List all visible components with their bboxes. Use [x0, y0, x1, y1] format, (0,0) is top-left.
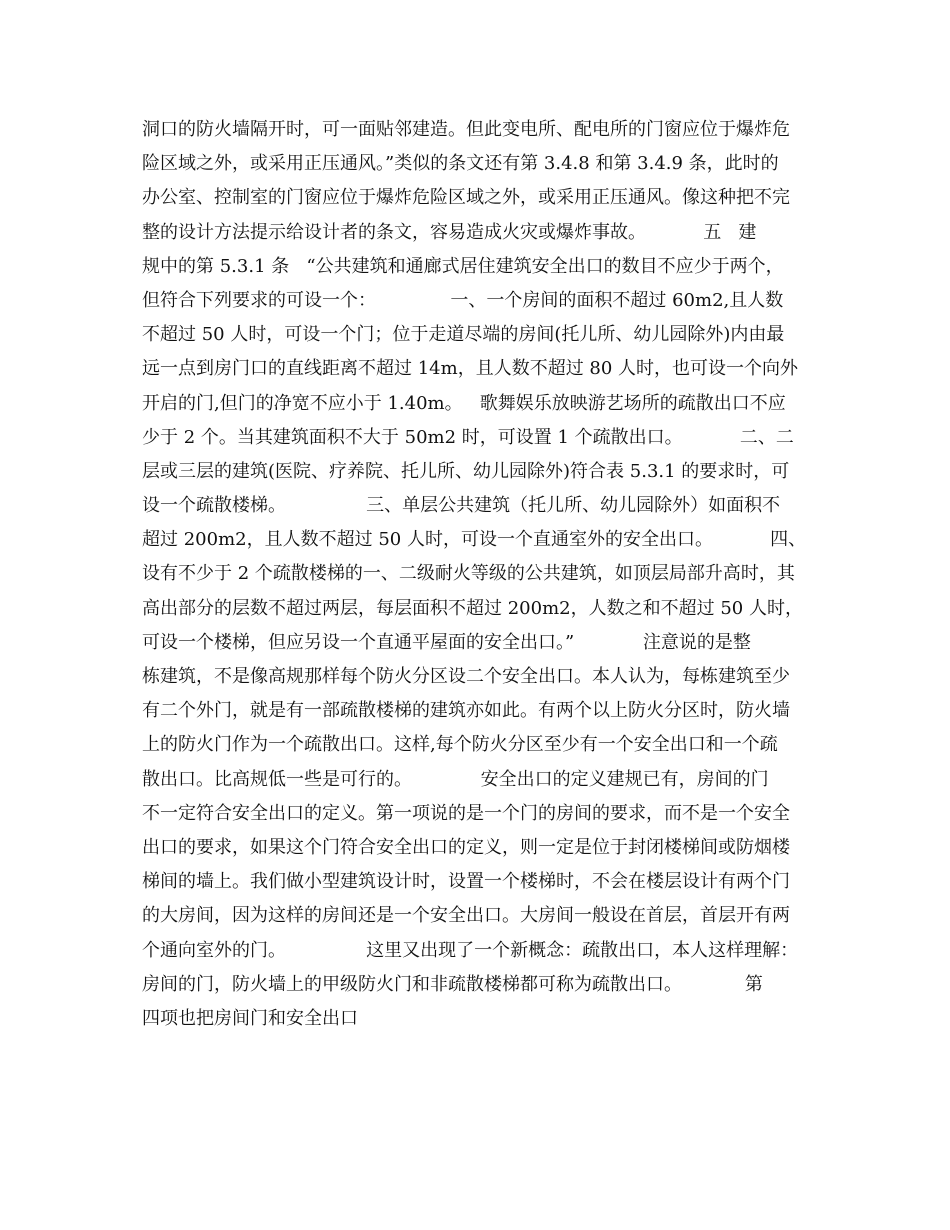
- text-line: 设有不少于 2 个疏散楼梯的一、二级耐火等级的公共建筑，如顶层局部升高时，其: [142, 563, 795, 585]
- text-line: 梯间的墙上。我们做小型建筑设计时，设置一个楼梯时，不会在楼层设计有两个门: [142, 871, 790, 893]
- text-line: 层或三层的建筑(医院、疗养院、托儿所、幼儿园除外)符合表 5.3.1 的要求时，可: [142, 460, 790, 482]
- text-line: 的大房间，因为这样的房间还是一个安全出口。大房间一般设在首层，首层开有两: [142, 905, 790, 927]
- text-line: 栋建筑，不是像高规那样每个防火分区设二个安全出口。本人认为，每栋建筑至少: [142, 666, 790, 687]
- text-line: 险区域之外，或采用正压通风。”类似的条文还有第 3.4.8 和第 3.4.9 条，此时的: [142, 153, 779, 175]
- text-line: 出口的要求，如果这个门符合安全出口的定义，则一定是位于封闭楼梯间或防烟楼: [142, 836, 790, 858]
- text-line: 少于 2 个。当其建筑面积不大于 50m2 时，可设置 1 个疏散出口。 二、二: [142, 426, 794, 448]
- text-line: 洞口的防火墙隔开时，可一面贴邻建造。但此变电所、配电所的门窗应位于爆炸危: [142, 119, 790, 140]
- text-line: 高出部分的层数不超过两层，每层面积不超过 200m2，人数之和不超过 50 人时，: [142, 597, 803, 619]
- text-line: 不超过 50 人时，可设一个门；位于走道尽端的房间(托儿所、幼儿园除外)内由最: [142, 324, 785, 346]
- text-line: 散出口。比高规低一些是可行的。 安全出口的定义建规已有，房间的门: [142, 768, 769, 790]
- text-line: 个通向室外的门。 这里又出现了一个新概念：疏散出口，本人这样理解：: [142, 939, 799, 961]
- text-line: 房间的门，防火墙上的甲级防火门和非疏散楼梯都可称为疏散出口。 第: [142, 973, 763, 995]
- text-line: 整的设计方法提示给设计者的条文，容易造成火灾或爆炸事故。 五 建: [142, 221, 757, 243]
- text-line: 可设一个楼梯，但应另设一个直通平屋面的安全出口。” 注意说的是整: [142, 631, 751, 653]
- text-line: 上的防火门作为一个疏散出口。这样,每个防火分区至少有一个安全出口和一个疏: [142, 734, 778, 756]
- text-line: 四项也把房间门和安全出口: [142, 1007, 358, 1029]
- text-line: 超过 200m2，且人数不超过 50 人时，可设一个直通室外的安全出口。 四、: [142, 529, 807, 551]
- text-line: 有二个外门，就是有一部疏散楼梯的建筑亦如此。有两个以上防火分区时，防火墙: [142, 700, 790, 722]
- text-line: 不一定符合安全出口的定义。第一项说的是一个门的房间的要求，而不是一个安全: [142, 802, 790, 824]
- text-line: 但符合下列要求的可设一个： 一、一个房间的面积不超过 60m2,且人数: [142, 289, 784, 311]
- text-line: 设一个疏散楼梯。 三、单层公共建筑（托儿所、幼儿园除外）如面积不: [142, 495, 781, 517]
- text-line: 远一点到房门口的直线距离不超过 14m，且人数不超过 80 人时，也可设一个向外: [142, 358, 799, 380]
- text-line: 办公室、控制室的门窗应位于爆炸危险区域之外，或采用正压通风。像这种把不完: [142, 187, 790, 209]
- text-line: 开启的门,但门的净宽不应小于 1.40m。 歌舞娱乐放映游艺场所的疏散出口不应: [142, 392, 786, 414]
- body-text: [142, 113, 832, 1036]
- text-line: 规中的第 5.3.1 条 “公共建筑和通廊式居住建筑安全出口的数目不应少于两个，: [142, 255, 784, 277]
